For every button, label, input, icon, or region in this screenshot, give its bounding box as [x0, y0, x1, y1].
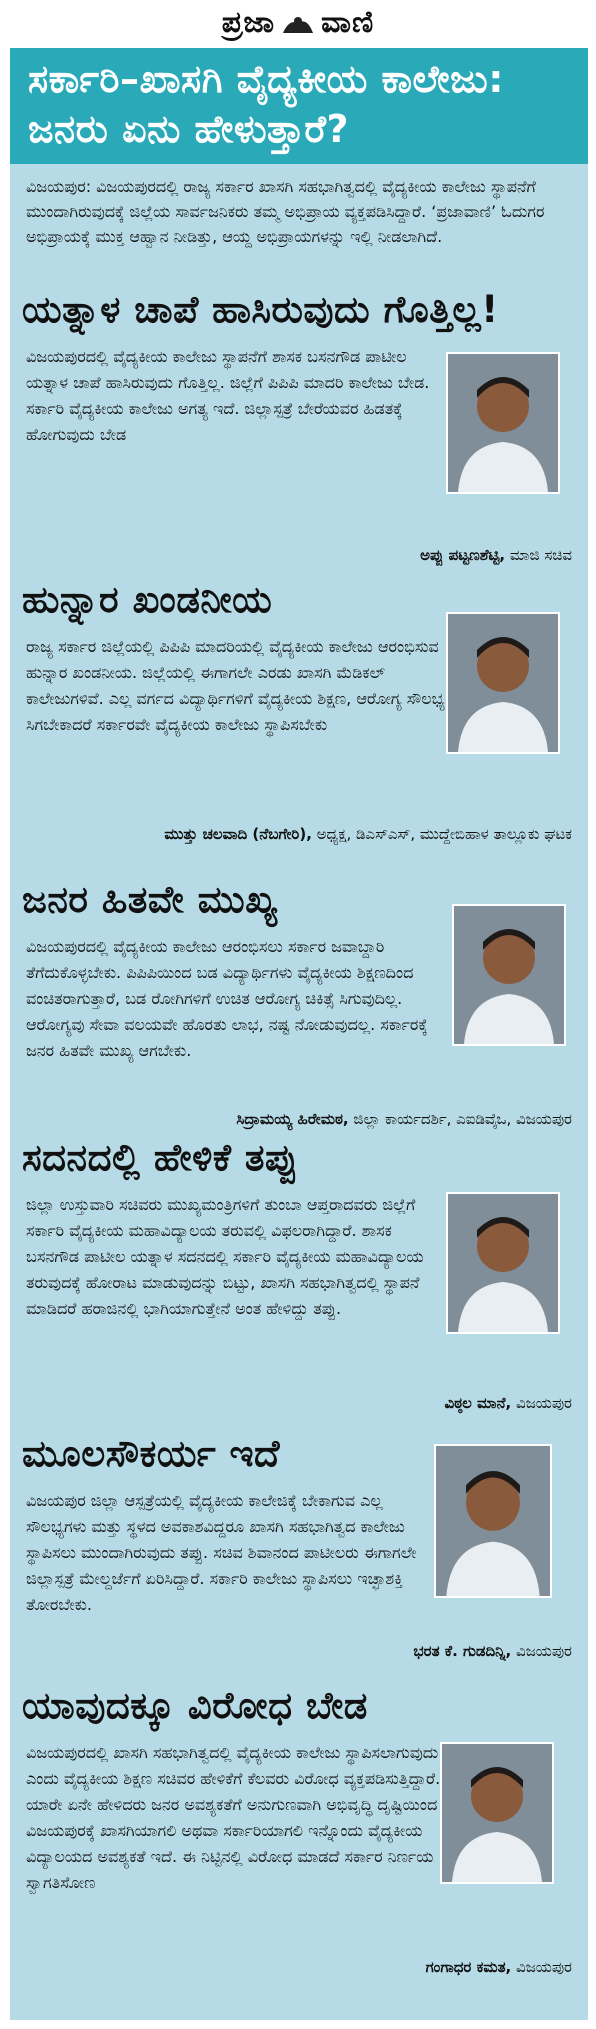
masthead-emblem-icon	[281, 10, 315, 34]
person-photo	[446, 352, 560, 494]
author-name: ಗಂಗಾಧರ ಕಮತ,	[425, 1958, 512, 1976]
headline: ಸರ್ಕಾರಿ–ಖಾಸಗಿ ವೈದ್ಯಕೀಯ ಕಾಲೇಜು: ಜನರು ಏನು ಹೇಳುತ್ತಾರೆ?	[10, 48, 588, 164]
opinion-3	[10, 878, 588, 1138]
person-photo-icon	[448, 614, 558, 752]
author-name: ವಿಠ್ಠಲ ಮಾನೆ,	[444, 1394, 512, 1412]
person-photo	[446, 612, 560, 754]
author-role: ಜಿಲ್ಲಾ ಕಾರ್ಯದರ್ಶಿ, ಎಐಡಿವೈಒ, ವಿಜಯಪುರ	[353, 1110, 572, 1128]
author-role: ವಿಜಯಪುರ	[516, 1642, 572, 1660]
byline	[142, 1958, 572, 1976]
author-role: ಮಾಜಿ ಸಚಿವ	[509, 546, 572, 564]
opinion-title: ಯತ್ನಾಳ ಚಾಪೆ ಹಾಸಿರುವುದು ಗೊತ್ತಿಲ್ಲ!	[22, 288, 499, 331]
author-role: ವಿಜಯಪುರ	[516, 1958, 572, 1976]
opinion-4	[10, 1136, 588, 1421]
opinion-title: ಹುನ್ನಾರ ಖಂಡನೀಯ	[22, 578, 273, 621]
person-photo	[452, 904, 566, 1046]
opinion-body: ಜಿಲ್ಲಾ ಉಸ್ತುವಾರಿ ಸಚಿವರು ಮುಖ್ಯಮಂತ್ರಿಗಳಿಗೆ ತುಂಬಾ ಆಪ್ತರಾದವರು ಜಿಲ್ಲೆಗೆ ಸರ್ಕಾರಿ ವೈದ್ಯಕೀಯ ಮಹಾವಿದ್ಯಾಲಯ ತರುವಲ್ಲಿ ವಿಫಲರಾಗಿದ್ದಾರೆ. ಶಾಸಕ ಬಸನಗೌಡ ಪಾಟೀಲ ಯತ್ನಾಳ ಸದನದಲ್ಲಿ ಸರ್ಕಾರಿ ವೈದ್ಯಕೀಯ ಮಹಾವಿದ್ಯಾಲಯ ತರುವುದಕ್ಕೆ ಹೋರಾಟ ಮಾಡುವುದನ್ನು ಬಿಟ್ಟು, ಖಾಸಗಿ ಸಹಭಾಗಿತ್ವದಲ್ಲಿ ಸ್ಥಾಪನೆ ಮಾಡಿದರೆ ಹರಾಜಿನಲ್ಲಿ ಭಾಗಿಯಾಗುತ್ತೇನೆ ಅಂತ ಹೇಳಿದ್ದು ತಪ್ಪು.	[26, 1195, 424, 1318]
author-name: ಭರತ ಕೆ. ಗುಡದಿನ್ನಿ,	[413, 1642, 512, 1660]
opinion-2	[10, 578, 588, 868]
opinion-title: ಸದನದಲ್ಲಿ ಹೇಳಿಕೆ ತಪ್ಪು	[22, 1136, 299, 1179]
intro-text: ವಿಜಯಪುರ: ವಿಜಯಪುರದಲ್ಲಿ ರಾಜ್ಯ ಸರ್ಕಾರ ಖಾಸಗಿ ಸಹಭಾಗಿತ್ವದಲ್ಲಿ ವೈದ್ಯಕೀಯ ಕಾಲೇಜು ಸ್ಥಾಪನೆಗೆ ಮುಂದಾಗಿರುವುದಕ್ಕೆ ಜಿಲ್ಲೆಯ ಸಾರ್ವಜನಿಕರು ತಮ್ಮ ಅಭಿಪ್ರಾಯ ವ್ಯಕ್ತಪಡಿಸಿದ್ದಾರೆ. ‘ಪ್ರಜಾವಾಣಿ’ ಓದುಗರ ಅಭಿಪ್ರಾಯಕ್ಕೆ ಮುಕ್ತ ಆಹ್ವಾನ ನೀಡಿತ್ತು, ಆಯ್ದ ಅಭಿಪ್ರಾಯಗಳನ್ನು ಇಲ್ಲಿ ನೀಡಲಾಗಿದೆ.	[26, 177, 545, 246]
masthead-right: ವಾಣಿ	[321, 4, 375, 40]
person-photo-icon	[442, 1744, 552, 1882]
opinion-title: ಜನರ ಹಿತವೇ ಮುಖ್ಯ	[22, 878, 278, 921]
masthead	[0, 0, 596, 44]
person-photo-icon	[448, 1194, 558, 1332]
person-photo	[446, 1192, 560, 1334]
opinion-1	[10, 288, 588, 573]
byline	[142, 546, 572, 564]
opinion-5	[10, 1432, 588, 1674]
opinion-title: ಯಾವುದಕ್ಕೂ ವಿರೋಧ ಬೇಡ	[22, 1684, 368, 1727]
byline	[142, 1110, 572, 1128]
byline	[142, 1394, 572, 1412]
opinion-body: ರಾಜ್ಯ ಸರ್ಕಾರ ಜಿಲ್ಲೆಯಲ್ಲಿ ಪಿಪಿಪಿ ಮಾದರಿಯಲ್ಲಿ ವೈದ್ಯಕೀಯ ಕಾಲೇಜು ಆರಂಭಿಸುವ ಹುನ್ನಾರ ಖಂಡನೀಯ. ಜಿಲ್ಲೆಯಲ್ಲಿ ಈಗಾಗಲೇ ಎರಡು ಖಾಸಗಿ ಮೆಡಿಕಲ್ ಕಾಲೇಜುಗಳಿವೆ. ಎಲ್ಲ ವರ್ಗದ ವಿದ್ಯಾರ್ಥಿಗಳಿಗೆ ವೈದ್ಯಕೀಯ ಶಿಕ್ಷಣ, ಆರೋಗ್ಯ ಸೌಲಭ್ಯ ಸಿಗಬೇಕಾದರೆ ಸರ್ಕಾರವೇ ವೈದ್ಯಕೀಯ ಕಾಲೇಜು ಸ್ಥಾಪಿಸಬೇಕು	[26, 637, 445, 734]
author-role: ವಿಜಯಪುರ	[516, 1394, 572, 1412]
person-photo	[440, 1742, 554, 1884]
opinion-title: ಮೂಲಸೌಕರ್ಯ ಇದೆ	[22, 1432, 280, 1475]
byline	[72, 820, 572, 848]
article-panel	[10, 48, 588, 2020]
author-name: ಮುತ್ತು ಚಲವಾದಿ (ನೆಬಗೇರಿ),	[164, 825, 312, 843]
person-photo-icon	[436, 1446, 550, 1596]
person-photo-icon	[448, 354, 558, 492]
author-name: ಸಿದ್ರಾಮಯ್ಯ ಹಿರೇಮಠ,	[236, 1110, 349, 1128]
byline	[142, 1642, 572, 1660]
opinion-body: ವಿಜಯಪುರದಲ್ಲಿ ಖಾಸಗಿ ಸಹಭಾಗಿತ್ವದಲ್ಲಿ ವೈದ್ಯಕೀಯ ಕಾಲೇಜು ಸ್ಥಾಪಿಸಲಾಗುವುದು ಎಂದು ವೈದ್ಯಕೀಯ ಶಿಕ್ಷಣ ಸಚಿವರ ಹೇಳಿಕೆಗೆ ಕೆಲವರು ವಿರೋಧ ವ್ಯಕ್ತಪಡಿಸುತ್ತಿದ್ದಾರೆ. ಯಾರೇ ಏನೇ ಹೇಳಿದರು ಜನರ ಅವಶ್ಯಕತೆಗೆ ಅನುಗುಣವಾಗಿ ಅಭಿವೃದ್ಧಿ ದೃಷ್ಟಿಯಿಂದ ವಿಜಯಪುರಕ್ಕೆ ಖಾಸಗಿಯಾಗಲಿ ಅಥವಾ ಸರ್ಕಾರಿಯಾಗಲಿ ಇನ್ನೊಂದು ವೈದ್ಯಕೀಯ ವಿದ್ಯಾಲಯದ ಅವಶ್ಯಕತೆ ಇದೆ. ಈ ನಿಟ್ಟಿನಲ್ಲಿ ವಿರೋಧ ಮಾಡದೆ ಸರ್ಕಾರ ನಿರ್ಣಯ ಸ್ವಾಗತಿಸೋಣ	[26, 1743, 441, 1892]
opinion-body: ವಿಜಯಪುರದಲ್ಲಿ ವೈದ್ಯಕೀಯ ಕಾಲೇಜು ಸ್ಥಾಪನೆಗೆ ಶಾಸಕ ಬಸನಗೌಡ ಪಾಟೀಲ ಯತ್ನಾಳ ಚಾಪೆ ಹಾಸಿರುವುದು ಗೊತ್ತಿಲ್ಲ. ಜಿಲ್ಲೆಗೆ ಪಿಪಿಪಿ ಮಾದರಿ ಕಾಲೇಜು ಬೇಡ. ಸರ್ಕಾರಿ ವೈದ್ಯಕೀಯ ಕಾಲೇಜು ಅಗತ್ಯ ಇದೆ. ಜಿಲ್ಲಾಸ್ಪತ್ರೆ ಬೇರೆಯವರ ಹಿಡತಕ್ಕೆ ಹೋಗುವುದು ಬೇಡ	[26, 347, 430, 444]
opinion-body: ವಿಜಯಪುರದಲ್ಲಿ ವೈದ್ಯಕೀಯ ಕಾಲೇಜು ಆರಂಭಿಸಲು ಸರ್ಕಾರ ಜವಾಬ್ದಾರಿ ತೆಗೆದುಕೊಳ್ಳಬೇಕು. ಪಿಪಿಪಿಯಿಂದ ಬಡ ವಿದ್ಯಾರ್ಥಿಗಳು ವೈದ್ಯಕೀಯ ಶಿಕ್ಷಣದಿಂದ ವಂಚಿತರಾಗುತ್ತಾರೆ, ಬಡ ರೋಗಿಗಳಿಗೆ ಉಚಿತ ಆರೋಗ್ಯ ಚಿಕಿತ್ಸೆ ಸಿಗುವುದಿಲ್ಲ. ಆರೋಗ್ಯವು ಸೇವಾ ವಲಯವೇ ಹೊರತು ಲಾಭ, ನಷ್ಟ ನೋಡುವುದಲ್ಲ. ಸರ್ಕಾರಕ್ಕೆ ಜನರ ಹಿತವೇ ಮುಖ್ಯ ಆಗಬೇಕು.	[26, 937, 428, 1060]
author-name: ಅಪ್ಪು ಪಟ್ಟಣಶೆಟ್ಟಿ,	[420, 546, 506, 564]
opinion-body: ವಿಜಯಪುರ ಜಿಲ್ಲಾ ಆಸ್ಪತ್ರೆಯಲ್ಲಿ ವೈದ್ಯಕೀಯ ಕಾಲೇಜಿಕ್ಕೆ ಬೇಕಾಗುವ ಎಲ್ಲ ಸೌಲಭ್ಯಗಳು ಮತ್ತು ಸ್ಥಳದ ಅವಕಾಶವಿದ್ದರೂ ಖಾಸಗಿ ಸಹಭಾಗಿತ್ವದ ಕಾಲೇಜು ಸ್ಥಾಪಿಸಲು ಮುಂದಾಗಿರುವುದು ತಪ್ಪು. ಸಚಿವ ಶಿವಾನಂದ ಪಾಟೀಲರು ಈಗಾಗಲೇ ಜಿಲ್ಲಾಸ್ಪತ್ರೆ ಮೇಲ್ದರ್ಜೆಗೆ ಏರಿಸಿದ್ದಾರೆ. ಸರ್ಕಾರಿ ಕಾಲೇಜು ಸ್ಥಾಪಿಸಲು ಇಚ್ಛಾಶಕ್ತಿ ತೋರಬೇಕು.	[26, 1491, 417, 1614]
person-photo-icon	[454, 906, 564, 1044]
masthead-left: ಪ್ರಜಾ	[221, 4, 276, 40]
person-photo	[434, 1444, 552, 1598]
opinion-6	[10, 1684, 588, 1994]
author-role: ಅಧ್ಯಕ್ಷ, ಡಿಎಸ್‌ಎಸ್, ಮುದ್ದೇಬಿಹಾಳ ತಾಲ್ಲೂಕು ಘಟಕ	[316, 825, 572, 843]
